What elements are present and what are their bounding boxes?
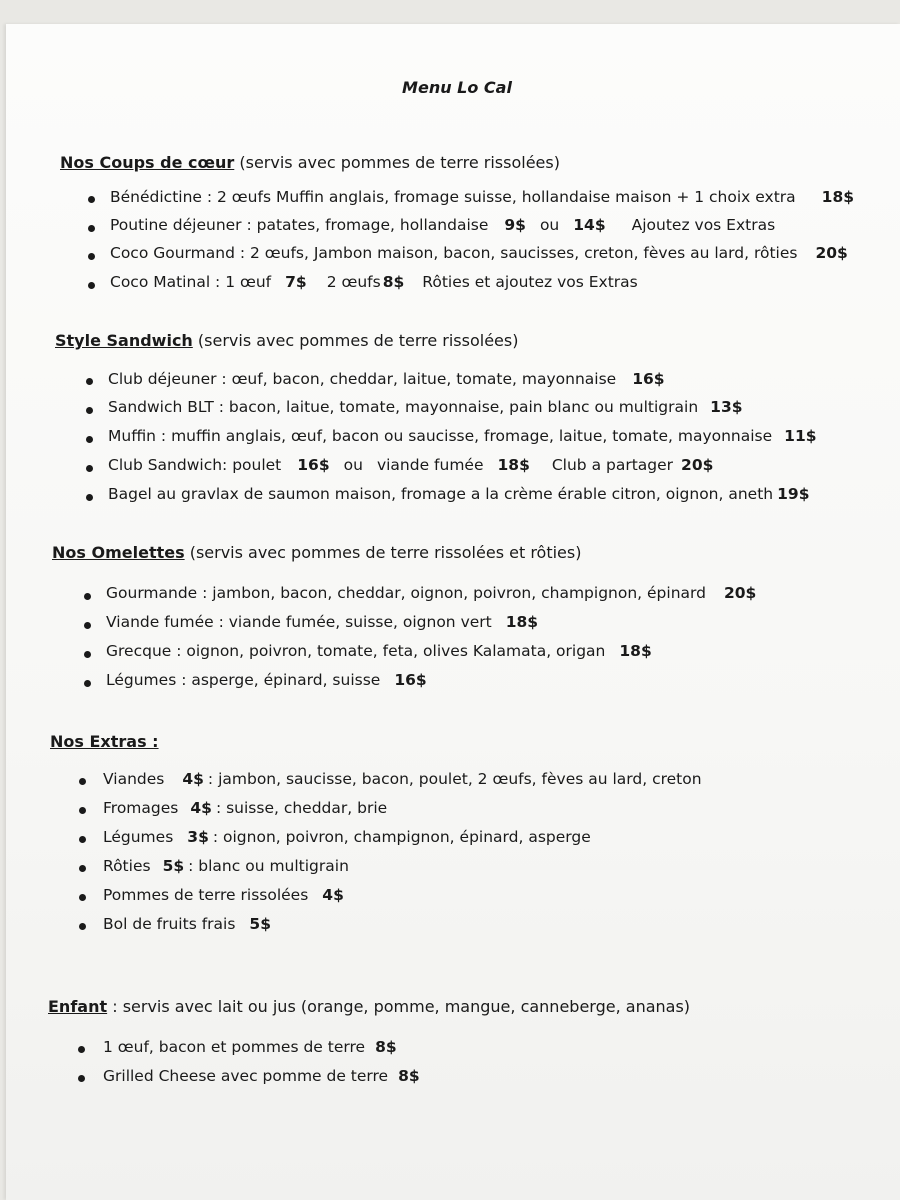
list-item: Légumes : asperge, épinard, suisse 16$ <box>106 671 427 689</box>
bullet <box>79 778 86 785</box>
bullet <box>79 865 86 872</box>
section-heading-style-sandwich: Style Sandwich (servis avec pommes de terre rissolées) <box>55 331 519 350</box>
bullet <box>86 465 93 472</box>
bullet <box>79 836 86 843</box>
list-item: Viande fumée : viande fumée, suisse, oignon vert 18$ <box>106 613 539 631</box>
list-item: Rôties 5$ : blanc ou multigrain <box>103 857 349 875</box>
page-title: Menu Lo Cal <box>402 78 512 97</box>
list-item: Coco Gourmand : 2 œufs, Jambon maison, bacon, saucisses, creton, fèves au lard, rôties 20$ <box>110 244 848 262</box>
bullet <box>84 593 91 600</box>
list-item: Poutine déjeuner : patates, fromage, hollandaise 9$ ou 14$ Ajoutez vos Extras <box>110 216 776 234</box>
bullet <box>79 894 86 901</box>
list-item: Sandwich BLT : bacon, laitue, tomate, mayonnaise, pain blanc ou multigrain 13$ <box>108 398 743 416</box>
section-heading-coups-de-coeur: Nos Coups de cœur (servis avec pommes de terre rissolées) <box>60 153 560 172</box>
bullet <box>84 622 91 629</box>
section-heading-omelettes: Nos Omelettes (servis avec pommes de terre rissolées et rôties) <box>52 543 582 562</box>
bullet <box>86 378 93 385</box>
list-item: Pommes de terre rissolées 4$ <box>103 886 344 904</box>
bullet <box>88 225 95 232</box>
bullet <box>79 807 86 814</box>
section-heading-extras: Nos Extras : <box>50 732 159 751</box>
list-item: Muffin : muffin anglais, œuf, bacon ou saucisse, fromage, laitue, tomate, mayonnaise 11$ <box>108 427 817 445</box>
bullet <box>84 680 91 687</box>
list-item: Viandes 4$ : jambon, saucisse, bacon, poulet, 2 œufs, fèves au lard, creton <box>103 770 702 788</box>
bullet <box>78 1046 85 1053</box>
bullet <box>88 196 95 203</box>
list-item: Bagel au gravlax de saumon maison, fromage a la crème érable citron, oignon, aneth 19$ <box>108 485 810 503</box>
bullet <box>78 1075 85 1082</box>
bullet <box>88 282 95 289</box>
list-item: 1 œuf, bacon et pommes de terre 8$ <box>103 1038 397 1056</box>
bullet <box>86 494 93 501</box>
list-item: Club déjeuner : œuf, bacon, cheddar, laitue, tomate, mayonnaise 16$ <box>108 370 665 388</box>
list-item: Légumes 3$ : oignon, poivron, champignon, épinard, asperge <box>103 828 591 846</box>
bullet <box>84 651 91 658</box>
list-item: Fromages 4$ : suisse, cheddar, brie <box>103 799 388 817</box>
list-item: Bol de fruits frais 5$ <box>103 915 271 933</box>
list-item: Grecque : oignon, poivron, tomate, feta, olives Kalamata, origan 18$ <box>106 642 652 660</box>
bullet <box>88 253 95 260</box>
list-item: Club Sandwich: poulet 16$ ou viande fumée 18$ Club a partager 20$ <box>108 456 714 474</box>
list-item: Grilled Cheese avec pomme de terre 8$ <box>103 1067 420 1085</box>
list-item: Bénédictine : 2 œufs Muffin anglais, fromage suisse, hollandaise maison + 1 choix extra 18$ <box>110 188 855 206</box>
list-item: Coco Matinal : 1 œuf 7$ 2 œufs 8$ Rôties et ajoutez vos Extras <box>110 273 638 291</box>
bullet <box>79 923 86 930</box>
bullet <box>86 436 93 443</box>
bullet <box>86 407 93 414</box>
section-heading-enfant: Enfant : servis avec lait ou jus (orange, pomme, mangue, canneberge, ananas) <box>48 997 691 1016</box>
list-item: Gourmande : jambon, bacon, cheddar, oignon, poivron, champignon, épinard 20$ <box>106 584 757 602</box>
